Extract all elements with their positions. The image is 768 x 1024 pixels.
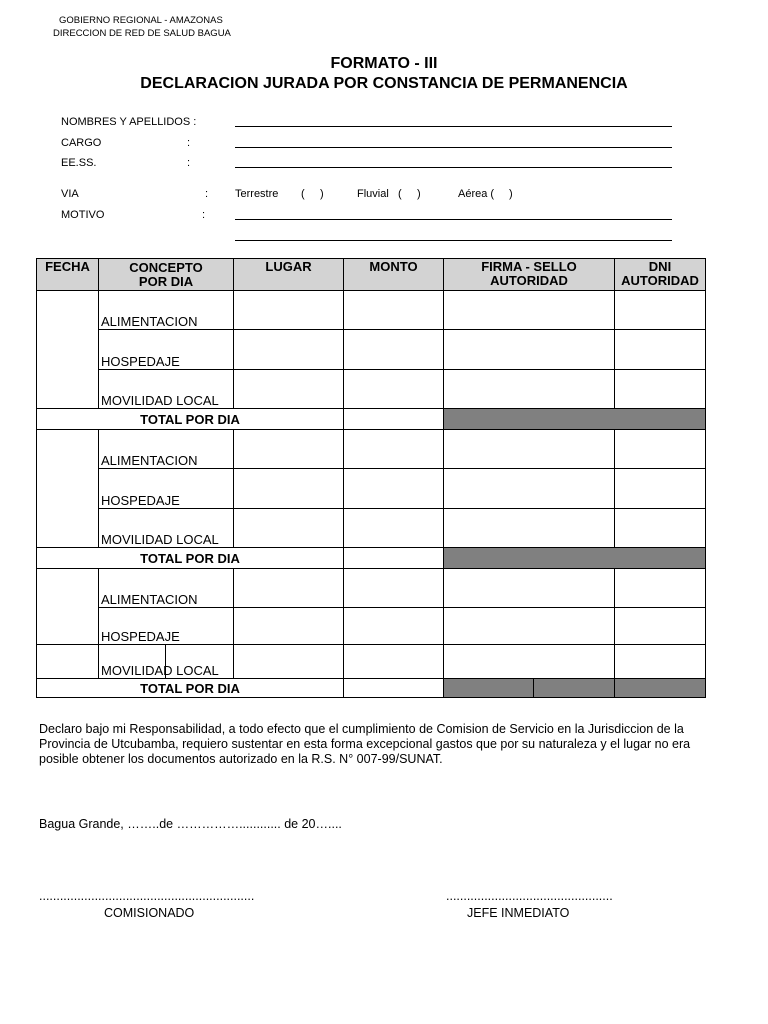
total-label: TOTAL POR DIA [37, 679, 344, 698]
nombres-label: NOMBRES Y APELLIDOS : [61, 116, 197, 128]
lugar-cell[interactable] [234, 370, 344, 409]
shaded-cell [444, 679, 534, 698]
shaded-cell [444, 548, 706, 569]
fecha-cell[interactable] [37, 569, 99, 645]
concept-hospedaje: HOSPEDAJE [99, 608, 234, 645]
concept-hospedaje: HOSPEDAJE [99, 330, 234, 370]
expenses-table [36, 258, 706, 698]
comisionado-label: COMISIONADO [104, 906, 195, 920]
fecha-cell[interactable] [37, 291, 99, 409]
motivo-label: MOTIVO [61, 209, 105, 221]
concept-alimentacion: ALIMENTACION [99, 291, 234, 330]
total-monto-cell[interactable] [344, 679, 444, 698]
table-row [37, 291, 706, 330]
dni-cell[interactable] [615, 330, 706, 370]
table-row [37, 645, 706, 679]
concept-hospedaje: HOSPEDAJE [99, 469, 234, 509]
lugar-cell[interactable] [234, 645, 344, 679]
org-department: DIRECCION DE RED DE SALUD BAGUA [53, 28, 231, 39]
motivo-line-1[interactable] [235, 219, 672, 220]
total-row [37, 548, 706, 569]
monto-cell[interactable] [344, 430, 444, 469]
via-label: VIA [61, 188, 79, 200]
firma-cell[interactable] [444, 291, 615, 330]
form-title: DECLARACION JURADA POR CONSTANCIA DE PERMANENCIA [140, 75, 628, 92]
lugar-cell[interactable] [234, 469, 344, 509]
signature-line-comisionado: .............................................................. [39, 889, 255, 903]
table-row [37, 569, 706, 608]
dni-cell[interactable] [615, 509, 706, 548]
total-label: TOTAL POR DIA [37, 409, 344, 430]
table-header-row [37, 259, 706, 291]
concept-alimentacion: ALIMENTACION [99, 430, 234, 469]
concept-alimentacion: ALIMENTACION [99, 569, 234, 608]
firma-cell[interactable] [444, 430, 615, 469]
dni-cell[interactable] [615, 608, 706, 645]
firma-header: FIRMA - SELLO AUTORIDAD [444, 259, 615, 291]
motivo-line-2[interactable] [235, 240, 672, 241]
shaded-cell [444, 409, 706, 430]
aerea-close: ) [509, 188, 513, 200]
shaded-cell [615, 679, 706, 698]
dni-cell[interactable] [615, 569, 706, 608]
monto-cell[interactable] [344, 330, 444, 370]
fluvial-close: ) [417, 188, 421, 200]
dni-cell[interactable] [615, 291, 706, 330]
table-row [37, 469, 706, 509]
concepto-header: CONCEPTO POR DIA [99, 259, 234, 291]
dni-cell[interactable] [615, 469, 706, 509]
jefe-label: JEFE INMEDIATO [467, 906, 570, 920]
table-row [37, 608, 706, 645]
nombres-line[interactable] [235, 126, 672, 127]
table-row [37, 509, 706, 548]
fecha-header: FECHA [37, 259, 99, 291]
signature-line-jefe: ................................................ [446, 889, 613, 903]
cargo-line[interactable] [235, 147, 672, 148]
concept-movilidad: MOVILIDAD LOCAL [99, 370, 234, 409]
dni-cell[interactable] [615, 370, 706, 409]
fecha-cell[interactable] [37, 645, 99, 679]
firma-cell[interactable] [444, 469, 615, 509]
fluvial-open[interactable]: ( [398, 188, 402, 200]
lugar-cell[interactable] [234, 569, 344, 608]
eess-colon: : [187, 157, 191, 169]
monto-cell[interactable] [344, 569, 444, 608]
table-row [37, 430, 706, 469]
declaration-text: Declaro bajo mi Responsabilidad, a todo efecto que el cumplimiento de Comision de Servicio en la Jurisdiccion de la Provincia de Utcubamba, requiero sustentar en esta forma excepcional gastos que por su naturaleza y el lugar no era posible obtener los documentos autorizado en la R.S. N° 007-99/SUNAT. [39, 722, 691, 766]
dni-cell[interactable] [615, 430, 706, 469]
concept-movilidad: MOVILIDAD LOCAL [99, 509, 234, 548]
terrestre-open[interactable]: ( [301, 188, 305, 200]
lugar-cell[interactable] [234, 430, 344, 469]
firma-cell[interactable] [444, 645, 615, 679]
eess-label: EE.SS. [61, 157, 97, 169]
total-row [37, 679, 706, 698]
total-row [37, 409, 706, 430]
total-label: TOTAL POR DIA [37, 548, 344, 569]
total-monto-cell[interactable] [344, 409, 444, 430]
terrestre-close: ) [320, 188, 324, 200]
cargo-label: CARGO [61, 137, 102, 149]
table-row [37, 370, 706, 409]
total-monto-cell[interactable] [344, 548, 444, 569]
firma-cell[interactable] [444, 569, 615, 608]
firma-cell[interactable] [444, 370, 615, 409]
firma-cell[interactable] [444, 330, 615, 370]
org-name: GOBIERNO REGIONAL - AMAZONAS [59, 15, 223, 26]
place-date: Bagua Grande, ……..de ……………............ de 20….... [39, 817, 342, 831]
lugar-cell[interactable] [234, 291, 344, 330]
form-number: FORMATO - III [330, 55, 438, 72]
monto-header: MONTO [344, 259, 444, 291]
lugar-cell[interactable] [234, 509, 344, 548]
fecha-cell[interactable] [37, 430, 99, 548]
lugar-header: LUGAR [234, 259, 344, 291]
firma-cell[interactable] [444, 608, 615, 645]
monto-cell[interactable] [344, 291, 444, 330]
dni-header: DNI AUTORIDAD [615, 259, 706, 291]
via-terrestre: Terrestre [235, 188, 279, 200]
via-colon: : [205, 188, 209, 200]
lugar-cell[interactable] [234, 608, 344, 645]
dni-cell[interactable] [615, 645, 706, 679]
monto-cell[interactable] [344, 645, 444, 679]
motivo-colon: : [202, 209, 206, 221]
shaded-cell [534, 679, 615, 698]
cargo-colon: : [187, 137, 191, 149]
lugar-cell[interactable] [234, 330, 344, 370]
monto-cell[interactable] [344, 469, 444, 509]
table-row [37, 330, 706, 370]
firma-cell[interactable] [444, 509, 615, 548]
eess-line[interactable] [235, 167, 672, 168]
concept-movilidad: MOVILIDAD LOCAL [99, 645, 234, 679]
via-aerea[interactable]: Aérea ( [458, 188, 495, 200]
monto-cell[interactable] [344, 509, 444, 548]
monto-cell[interactable] [344, 608, 444, 645]
monto-cell[interactable] [344, 370, 444, 409]
via-fluvial: Fluvial [357, 188, 389, 200]
